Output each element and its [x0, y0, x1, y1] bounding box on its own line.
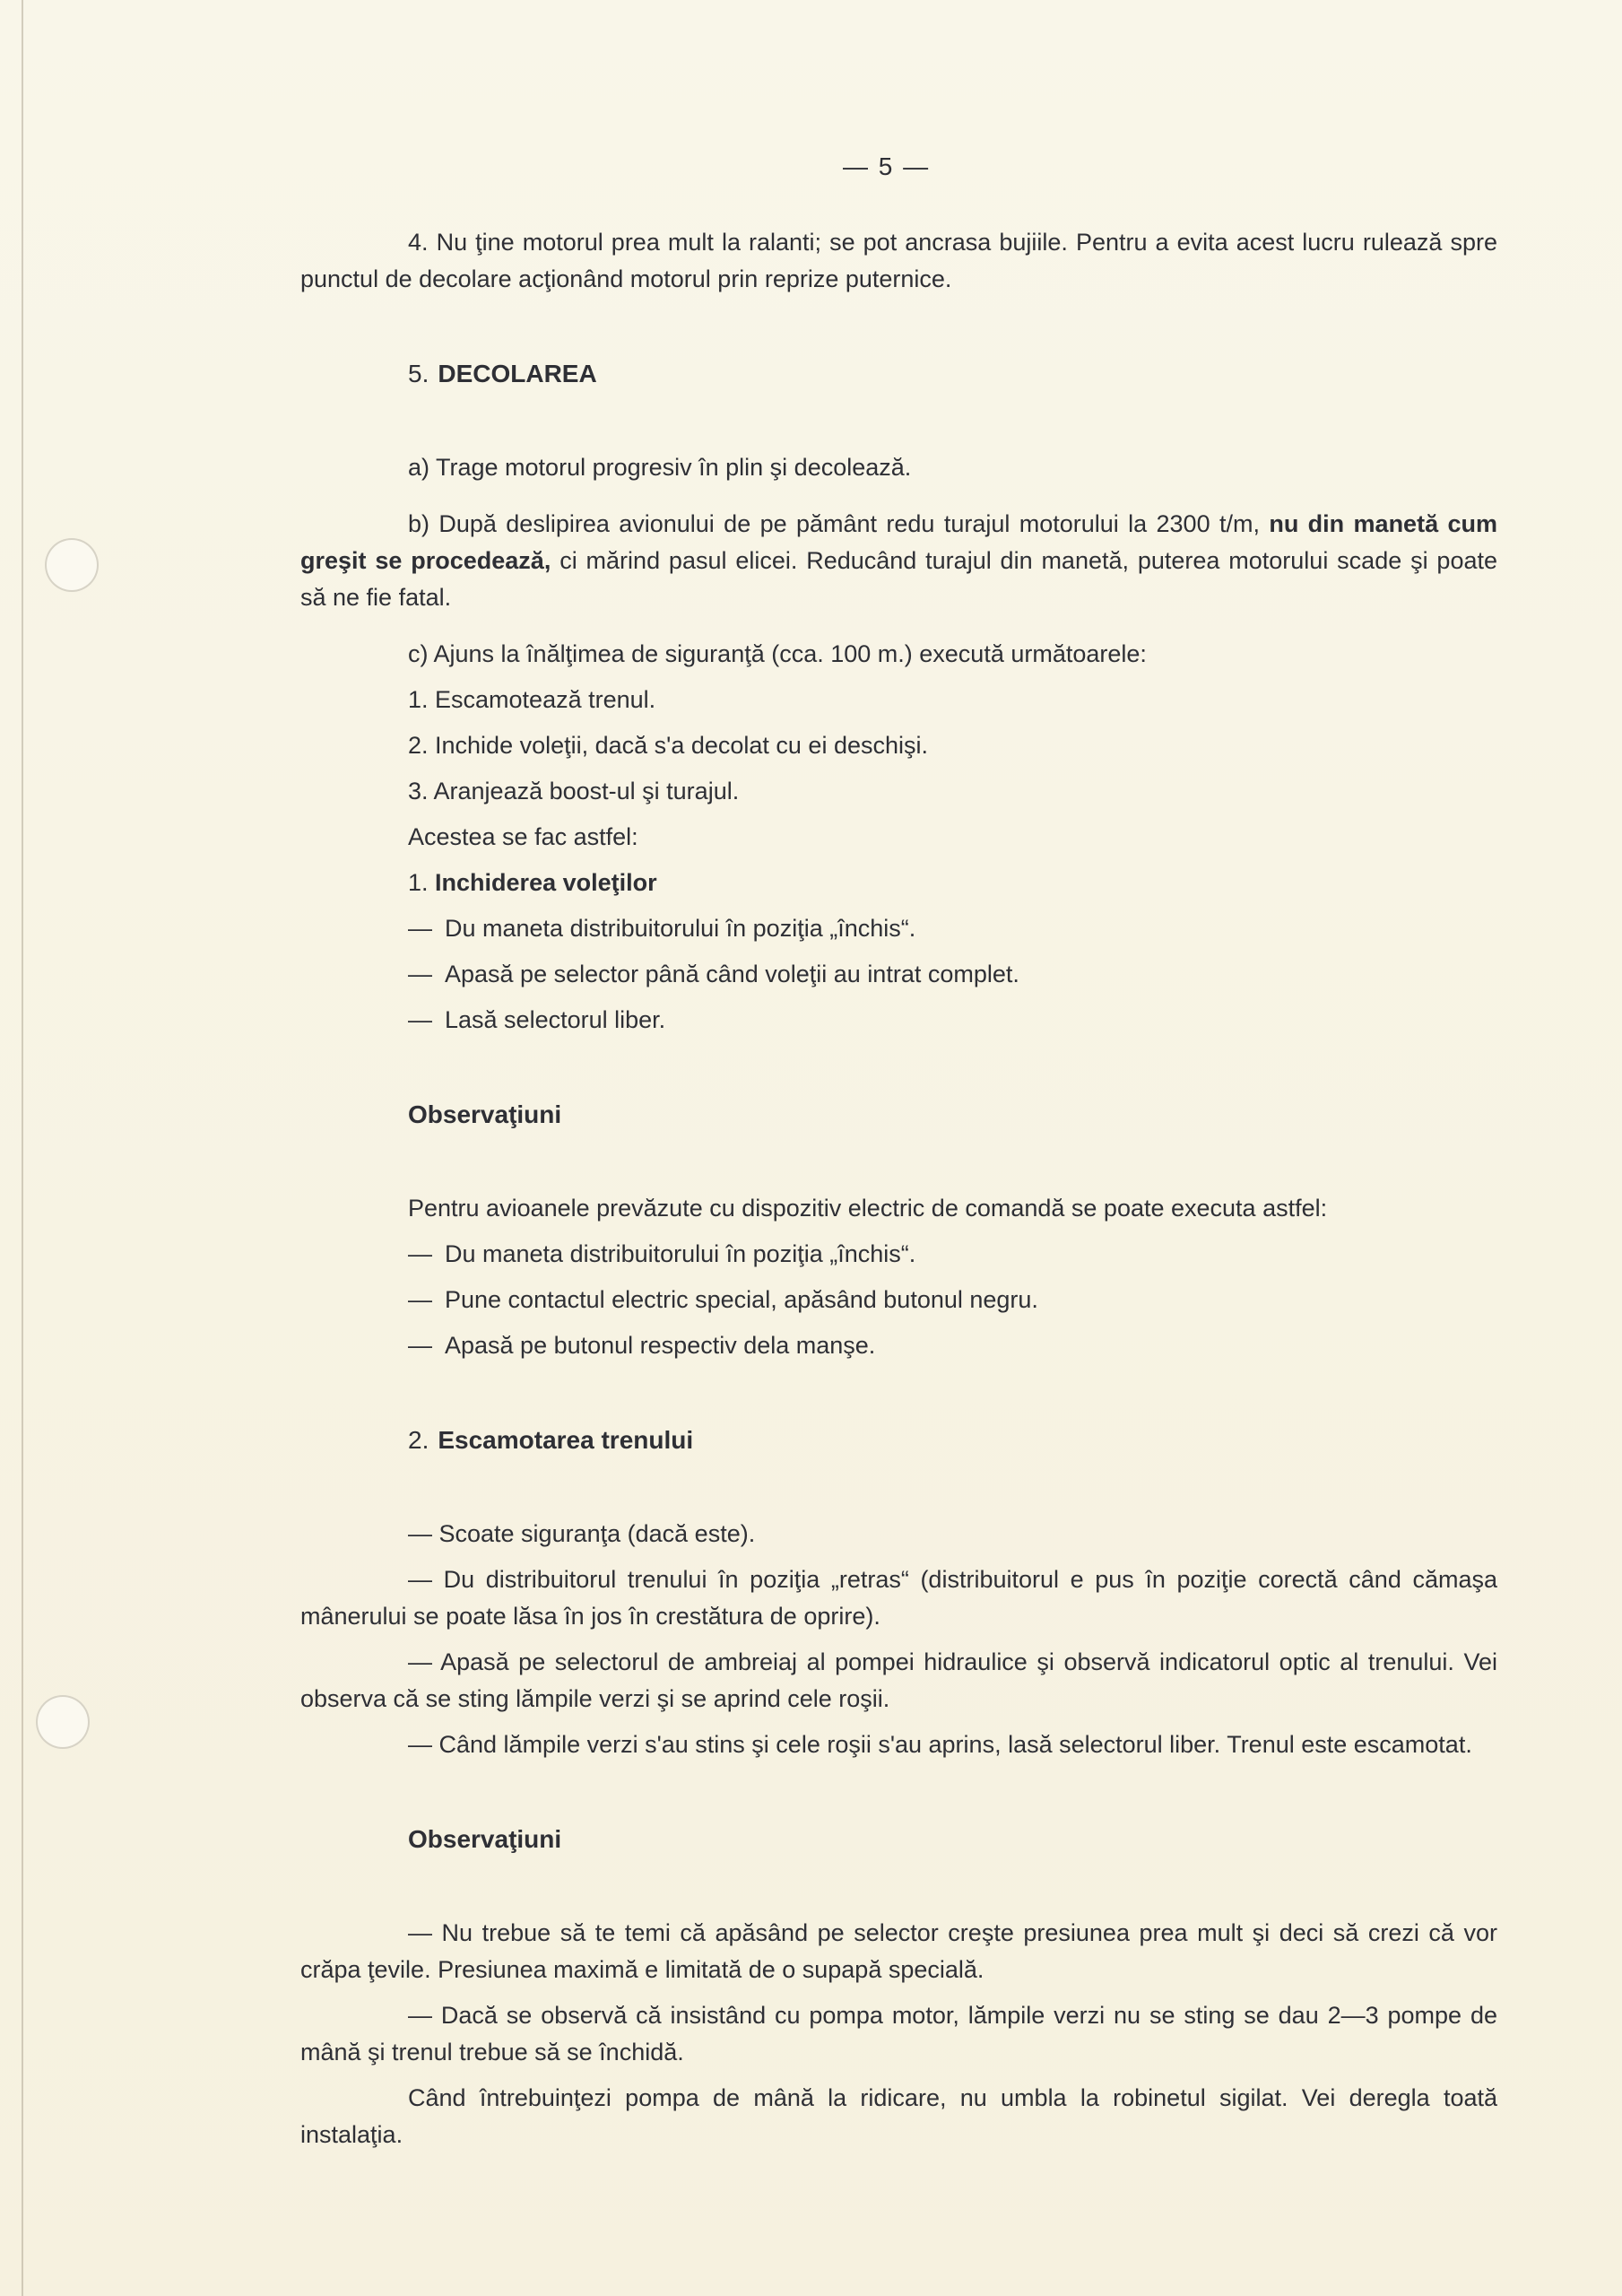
document-body [300, 224, 1497, 2153]
observations-1-item: — Pune contactul electric special, apăsând butonul negru. [408, 1286, 1038, 1313]
closing-flaps-item: — Lasă selectorul liber. [408, 1006, 666, 1033]
observations-1-item: — Apasă pe butonul respectiv dela manşe. [408, 1332, 876, 1359]
step-c-1: 1. Escamotează trenul. [408, 686, 656, 713]
retract-gear-item: — Apasă pe selectorul de ambreiaj al pompei hidraulice şi observă indicatorul optic al trenului. Vei observa că se sting lămpile verzi şi se aprind cele roşii. [300, 1648, 1497, 1712]
retract-gear-number: 2. [408, 1426, 429, 1454]
observations-1-heading: Observaţiuni [408, 1100, 562, 1128]
item-4-paragraph: 4. Nu ţine motorul prea mult la ralanti; se pot ancrasa bujiile. Pentru a evita acest lucru rulează spre punctul de decolare acţionând motorul prin reprize puternice. [300, 229, 1497, 292]
step-b-end: ci mărind pasul elicei. Reducând turajul din manetă, puterea motorului scade şi poate să ne fie fatal. [300, 547, 1497, 611]
step-b-emphasis: nu din manetă cum greşit se procedează, [300, 510, 1497, 574]
observations-2-item: — Dacă se observă că insistând cu pompa motor, lămpile verzi nu se sting se dau 2—3 pompe de mână şi trenul trebue să se închidă. [300, 2002, 1497, 2066]
step-b-start: b) După deslipirea avionului de pe pământ redu turajul motorului la 2300 t/m, [408, 510, 1260, 537]
page-number: — 5 — [843, 152, 931, 180]
step-b [300, 506, 1497, 616]
step-c: c) Ajuns la înălţimea de siguranţă (cca. 100 m.) execută următoarele: [408, 640, 1147, 667]
retract-gear-item: — Du distribuitorul trenului în poziţia „retras“ (distribuitorul e pus în poziţie corectă când cămaşa mânerului se poate lăsa în jos în crestătura de oprire). [300, 1566, 1497, 1630]
step-c-2: 2. Inchide voleţii, dacă s'a decolat cu ei deschişi. [408, 732, 928, 759]
paper-edge-line [22, 0, 23, 2296]
section-5-title: DECOLAREA [438, 360, 597, 387]
closing-flaps-number: 1. [408, 869, 429, 896]
step-a: a) Trage motorul progresiv în plin şi decolează. [408, 454, 912, 481]
section-5-heading [300, 355, 1497, 392]
observations-2-item: Când întrebuinţezi pompa de mână la ridicare, nu umbla la robinetul sigilat. Vei deregla toată instalaţia. [300, 2084, 1497, 2148]
step-c-3: 3. Aranjează boost-ul şi turajul. [408, 778, 740, 804]
retract-gear-item: — Scoate siguranţa (dacă este). [408, 1520, 756, 1547]
closing-flaps-title: Inchiderea voleţilor [435, 869, 657, 896]
closing-flaps-item: — Apasă pe selector până când voleţii au intrat complet. [408, 961, 1019, 987]
punch-hole-top [45, 538, 99, 592]
retract-gear-heading [300, 1422, 1497, 1458]
retract-gear-title: Escamotarea trenului [438, 1426, 694, 1454]
punch-hole-bottom [36, 1695, 90, 1749]
steps-intro: Acestea se fac astfel: [408, 823, 638, 850]
section-5-number: 5. [408, 360, 429, 387]
closing-flaps-item: — Du maneta distribuitorului în poziţia „închis“. [408, 915, 916, 942]
observations-2-heading: Observaţiuni [408, 1825, 562, 1853]
closing-flaps-heading [300, 865, 1497, 901]
observations-2-item: — Nu trebue să te temi că apăsând pe selector creşte presiunea prea mult şi deci să crezi că vor crăpa ţevile. Presiunea maximă e limitată de o supapă specială. [300, 1919, 1497, 1983]
retract-gear-item: — Când lămpile verzi s'au stins şi cele roşii s'au aprins, lasă selectorul liber. Trenul este escamotat. [408, 1731, 1472, 1758]
observations-1-intro: Pentru avioanele prevăzute cu dispozitiv electric de comandă se poate executa astfel: [408, 1195, 1328, 1222]
observations-1-item: — Du maneta distribuitorului în poziţia „închis“. [408, 1240, 916, 1267]
